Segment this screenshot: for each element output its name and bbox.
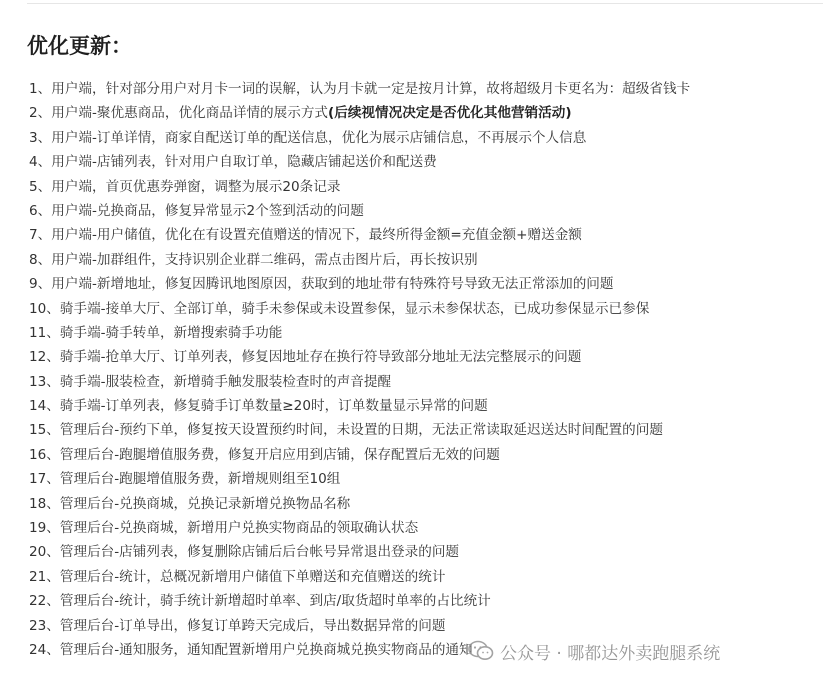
update-item <box>29 126 690 150</box>
update-item <box>29 175 690 199</box>
watermark <box>468 638 720 664</box>
update-item <box>29 467 690 491</box>
update-item <box>29 272 690 296</box>
update-item <box>29 150 690 174</box>
update-item <box>29 418 690 442</box>
update-item-text: 24、管理后台-通知服务，通知配置新增用户兑换商城兑换实物商品的通知 <box>29 641 473 658</box>
update-item <box>29 394 690 418</box>
update-item-text: 9、用户端-新增地址，修复因腾讯地图原因，获取到的地址带有特殊符号导致无法正常添加的问题 <box>29 276 614 293</box>
update-item <box>29 101 690 125</box>
update-item-text: 3、用户端-订单详情，商家自配送订单的配送信息，优化为展示店铺信息，不再展示个人信息 <box>29 129 587 146</box>
section-heading: 优化更新： <box>27 34 132 58</box>
update-item-text: 11、骑手端-骑手转单，新增搜索骑手功能 <box>29 324 283 341</box>
update-item <box>29 443 690 467</box>
update-item <box>29 540 690 564</box>
update-item <box>29 223 690 247</box>
update-item <box>29 248 690 272</box>
update-item-text: 23、管理后台-订单导出，修复订单跨天完成后，导出数据异常的问题 <box>29 617 446 634</box>
update-item-text: 1、用户端，针对部分用户对月卡一词的误解，认为月卡就一定是按月计算，故将超级月卡更名为：超级省钱卡 <box>29 81 691 97</box>
update-item-text: 14、骑手端-订单列表，修复骑手订单数量≥20时，订单数量显示异常的问题 <box>29 398 488 415</box>
update-item <box>29 77 690 101</box>
update-item-text: 5、用户端，首页优惠券弹窗，调整为展示20条记录 <box>29 178 341 195</box>
update-item <box>29 297 690 321</box>
update-item <box>29 345 690 369</box>
update-item-text: 12、骑手端-抢单大厅、订单列表，修复因地址存在换行符导致部分地址无法完整展示的问题 <box>29 349 582 366</box>
update-item <box>29 589 690 613</box>
update-item <box>29 516 690 540</box>
update-item-text: 20、管理后台-店铺列表，修复删除店铺后后台帐号异常退出登录的问题 <box>29 544 460 561</box>
update-item <box>29 492 690 516</box>
update-item <box>29 321 690 345</box>
update-item-text: 13、骑手端-服装检查，新增骑手触发服装检查时的声音提醒 <box>29 373 392 390</box>
update-item-text: 10、骑手端-接单大厅、全部订单，骑手未参保或未设置参保，显示未参保状态，已成功参保显示已参保 <box>29 300 650 317</box>
top-divider <box>27 3 823 4</box>
watermark-text: 公众号 · 哪都达外卖跑腿系统 <box>500 643 721 664</box>
update-item-text: 21、管理后台-统计，总概况新增用户储值下单赠送和充值赠送的统计 <box>29 568 446 585</box>
update-item <box>29 614 690 638</box>
update-item <box>29 565 690 589</box>
update-item-text: 2、用户端-聚优惠商品，优化商品详情的展示方式 <box>29 105 329 122</box>
update-item-text: 18、管理后台-兑换商城，兑换记录新增兑换物品名称 <box>29 495 351 512</box>
update-item-bold-note: (后续视情况决定是否优化其他营销活动) <box>328 105 572 122</box>
update-item-text: 6、用户端-兑换商品，修复异常显示2个签到活动的问题 <box>29 202 364 219</box>
update-item-text: 7、用户端-用户储值，优化在有设置充值赠送的情况下，最终所得金额=充值金额+赠送金额 <box>29 227 582 244</box>
update-item-text: 22、管理后台-统计，骑手统计新增超时单率、到店/取货超时单率的占比统计 <box>29 593 491 610</box>
update-item <box>29 370 690 394</box>
update-list <box>29 77 690 662</box>
update-item-text: 19、管理后台-兑换商城，新增用户兑换实物商品的领取确认状态 <box>29 520 419 537</box>
update-item-text: 4、用户端-店铺列表，针对用户自取订单，隐藏店铺起送价和配送费 <box>29 154 437 171</box>
update-item-text: 15、管理后台-预约下单，修复按天设置预约时间，未设置的日期，无法正常读取延迟送达时间配置的问题 <box>29 422 663 439</box>
update-item <box>29 199 690 223</box>
update-item-text: 16、管理后台-跑腿增值服务费，修复开启应用到店铺，保存配置后无效的问题 <box>29 446 500 463</box>
wechat-official-account-icon <box>468 640 494 662</box>
update-item-text: 17、管理后台-跑腿增值服务费，新增规则组至10组 <box>29 471 341 488</box>
update-item-text: 8、用户端-加群组件，支持识别企业群二维码，需点击图片后，再长按识别 <box>29 251 478 268</box>
